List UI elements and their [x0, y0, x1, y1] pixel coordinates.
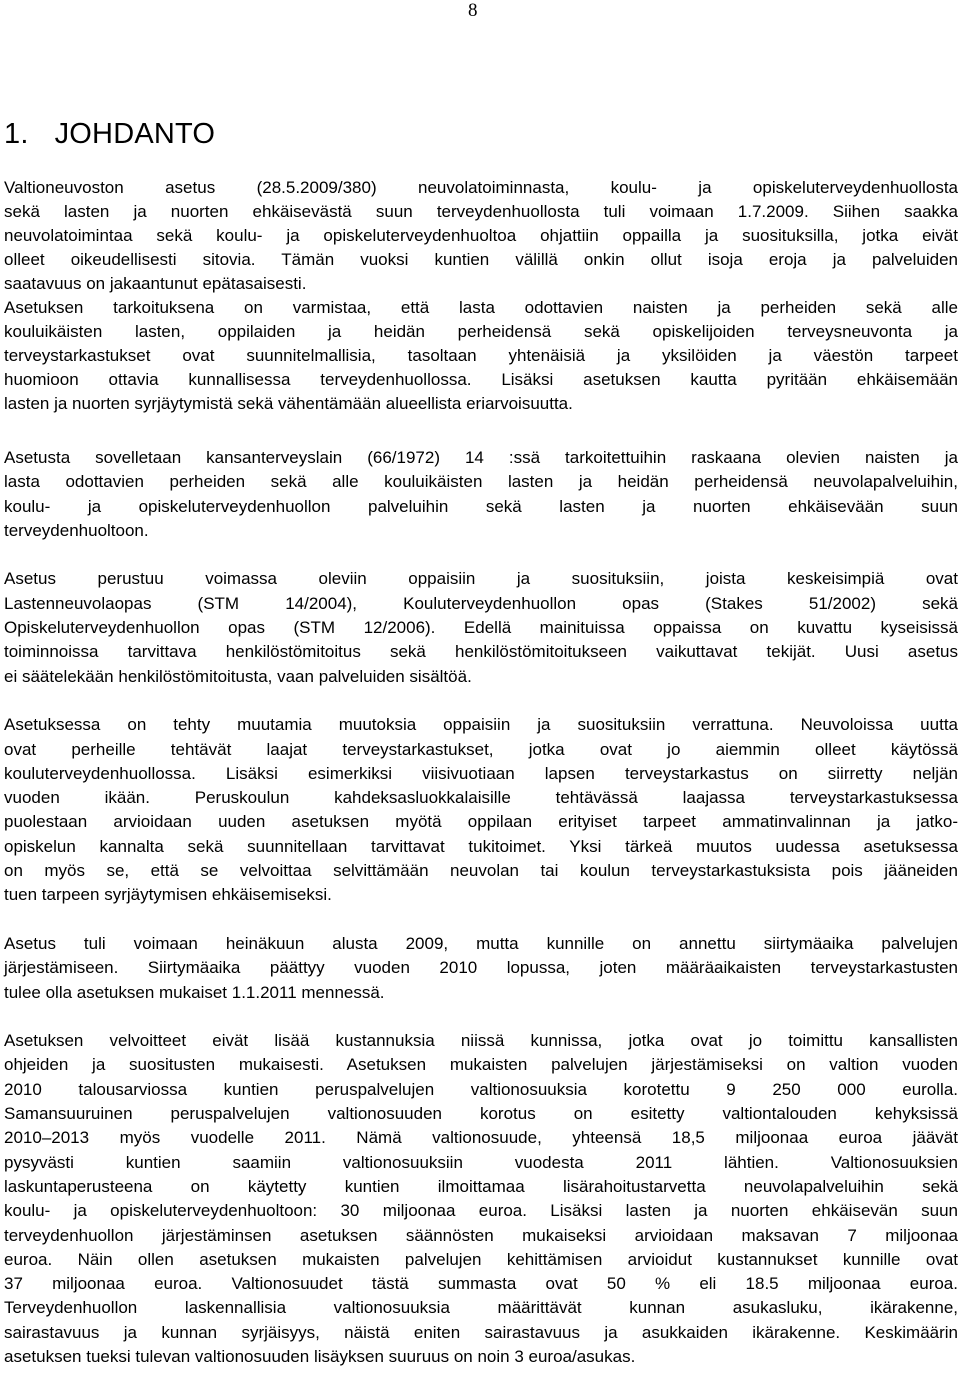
text-line: sekä lasten ja nuorten ehkäisevästä suun terveydenhuollosta tuli voimaan 1.7.2009. Siihen saakka	[4, 202, 958, 221]
text-line: 2010 talousarviossa kuntien peruspalvelujen valtionosuuksia korotettu 9 250 000 eurolla.	[4, 1079, 958, 1099]
text-line: Asetuksen tarkoituksena on varmistaa, että lasta odottavien naisten ja perheiden sekä alle	[4, 298, 958, 317]
text-line: lasten ja nuorten syrjäytymistä sekä vähentämään alueellista eriarvoisuutta.	[4, 394, 573, 413]
text-line: Asetus tuli voimaan heinäkuun alusta 2009, mutta kunnille on annettu siirtymäaika palvelujen	[4, 933, 958, 953]
text-line: koulu- ja opiskeluterveydenhuoltoon: 30 miljoonaa euroa. Lisäksi lasten ja nuorten ehkäisevän suun	[4, 1201, 958, 1221]
text-line: terveystarkastukset ovat suunnitelmallisia, tasoltaan yhtenäisiä ja yksilöiden ja väestön tarpeet	[4, 346, 958, 365]
text-line: Opiskeluterveydenhuollon opas (STM 12/2006). Edellä mainituissa oppaissa on kuvattu kyseisissä	[4, 618, 958, 638]
text-line: sairastavuus ja kunnan syrjäisyys, näistä eniten sairastavuus ja asukkaiden ikärakenne. Keskimäärin	[4, 1322, 958, 1342]
text-line: huomioon ottavia kunnallisessa terveydenhuollossa. Lisäksi asetuksen kautta pyritään ehkäisemään	[4, 370, 958, 389]
text-line: vuoden ikään. Peruskoulun kahdeksasluokkalaisille tehtävässä laajassa terveystarkastuksessa	[4, 788, 958, 808]
text-line: toiminnoissa tarvittava henkilöstömitoitus sekä henkilöstömitoitukseen vaikuttavat tekijät. Uusi asetus	[4, 642, 958, 662]
text-line: pysyvästi kuntien saamiin valtionosuuksiin vuodesta 2011 lähtien. Valtionosuuksien	[4, 1152, 958, 1172]
text-line: kouluikäisten lasten, oppilaiden ja heidän perheidensä sekä opiskelijoiden terveysneuvonta ja	[4, 322, 958, 341]
text-line: ovat perheille tehtävät laajat terveystarkastukset, jotka ovat jo aiemmin olleet käytössä	[4, 739, 958, 759]
chapter-title: JOHDANTO	[54, 118, 216, 150]
intro-paragraph	[4, 176, 958, 416]
text-line: Samansuuruinen peruspalvelujen valtionosuuden korotus on esitetty valtiontalouden kehyksissä	[4, 1104, 958, 1124]
text-line: Terveydenhuollon laskennallisia valtionosuuksia määrittävät kunnan asukasluku, ikärakenne,	[4, 1298, 958, 1318]
body-paragraphs	[4, 446, 958, 1369]
text-line: terveydenhuollon järjestäminsen asetuksen säännösten mukaiseksi arvioidaan maksavan 7 miljoonaa	[4, 1225, 958, 1245]
paragraph-costs	[4, 1029, 958, 1369]
text-line: Asetuksessa on tehty muutamia muutoksia oppaisiin ja suosituksiin verrattuna. Neuvoloissa uutta	[4, 715, 958, 735]
chapter-number: 1.	[4, 118, 29, 150]
text-line: tulee olla asetuksen mukaiset 1.1.2011 mennessä.	[4, 982, 385, 1002]
text-line: Asetus perustuu voimassa oleviin oppaisiin ja suosituksiin, joista keskeisimpiä ovat	[4, 569, 958, 589]
chapter-heading	[4, 116, 215, 152]
text-line: tuen tarpeen syrjäytymisen ehkäisemiseksi.	[4, 885, 332, 905]
text-line: ohjeiden ja suositusten mukaisesti. Asetuksen mukaisten palvelujen järjestämiseksi on valtion vuoden	[4, 1055, 958, 1075]
text-line: terveydenhuoltoon.	[4, 520, 149, 540]
text-line: kouluterveydenhuollossa. Lisäksi esimerkiksi viisivuotiaan lapsen terveystarkastus on siirretty neljän	[4, 763, 958, 783]
paragraph-scope	[4, 446, 958, 543]
text-line: koulu- ja opiskeluterveydenhuollon palveluihin sekä lasten ja nuorten ehkäisevään suun	[4, 496, 958, 516]
paragraph-transition	[4, 932, 958, 1005]
paragraph-changes	[4, 713, 958, 907]
text-line: lasta odottavien perheiden sekä alle kouluikäisten lasten ja heidän perheidensä neuvolapalveluihin,	[4, 472, 958, 492]
text-line: puolestaan arvioidaan uuden asetuksen myötä oppilaan erityiset tarpeet ammatinvalinnan ja jatko-	[4, 812, 958, 832]
text-line: olleet oikeudellisesti sitovia. Tämän vuoksi kuntien välillä onkin ollut isoja eroja ja palveluiden	[4, 250, 958, 269]
text-line: Valtioneuvoston asetus (28.5.2009/380) neuvolatoiminnasta, koulu- ja opiskeluterveydenhuollosta	[4, 178, 958, 197]
text-line: Asetuksen velvoitteet eivät lisää kustannuksia niissä kunnissa, jotka ovat jo toimittu kansallisten	[4, 1031, 958, 1051]
text-line: asetuksen tueksi tulevan valtionosuuden lisäyksen suuruus on noin 3 euroa/asukas.	[4, 1346, 636, 1366]
text-line: Asetusta sovelletaan kansanterveyslain (66/1972) 14 :ssä tarkoitettuihin raskaana olevien naisten ja	[4, 448, 958, 467]
text-line: järjestämiseen. Siirtymäaika päättyy vuoden 2010 lopussa, joten määräaikaisten terveystarkastusten	[4, 958, 958, 978]
text-line: opiskelun kannalta sekä suunnitellaan tarvittavat tukitoimet. Yksi tärkeä muutos uudessa asetuksessa	[4, 836, 958, 856]
paragraph-guides	[4, 567, 958, 688]
text-line: 2010–2013 myös vuodelle 2011. Nämä valtionosuude, yhteensä 18,5 miljoonaa euroa jäävät	[4, 1128, 958, 1148]
text-line: saatavuus on jakaantunut epätasaisesti.	[4, 274, 307, 293]
text-line: euroa. Näin ollen asetuksen mukaisten palvelujen kehittämisen arvioidut kustannukset kunnille ovat	[4, 1249, 958, 1269]
text-line: 37 miljoonaa euroa. Valtionosuudet tästä summasta ovat 50 % eli 18.5 miljoonaa euroa.	[4, 1274, 958, 1294]
text-line: ei säätelekään henkilöstömitoitusta, vaan palveluiden sisältöä.	[4, 666, 472, 686]
text-line: laskuntaperusteena on käytetty kuntien ilmoittamaa lisärahoitustarvetta neuvolapalveluihin sekä	[4, 1176, 958, 1196]
text-line: on myös se, että se velvoittaa selvittämään neuvolan tai koulun terveystarkastuksista pois jääneiden	[4, 861, 958, 881]
text-line: neuvolatoimintaa sekä koulu- ja opiskeluterveydenhuoltoa ohjattiin oppailla ja suosituksilla, jotka eivät	[4, 226, 958, 245]
text-line: Lastenneuvolaopas (STM 14/2004), Kouluterveydenhuollon opas (Stakes 51/2002) sekä	[4, 593, 958, 613]
page-number: 8	[468, 0, 478, 21]
